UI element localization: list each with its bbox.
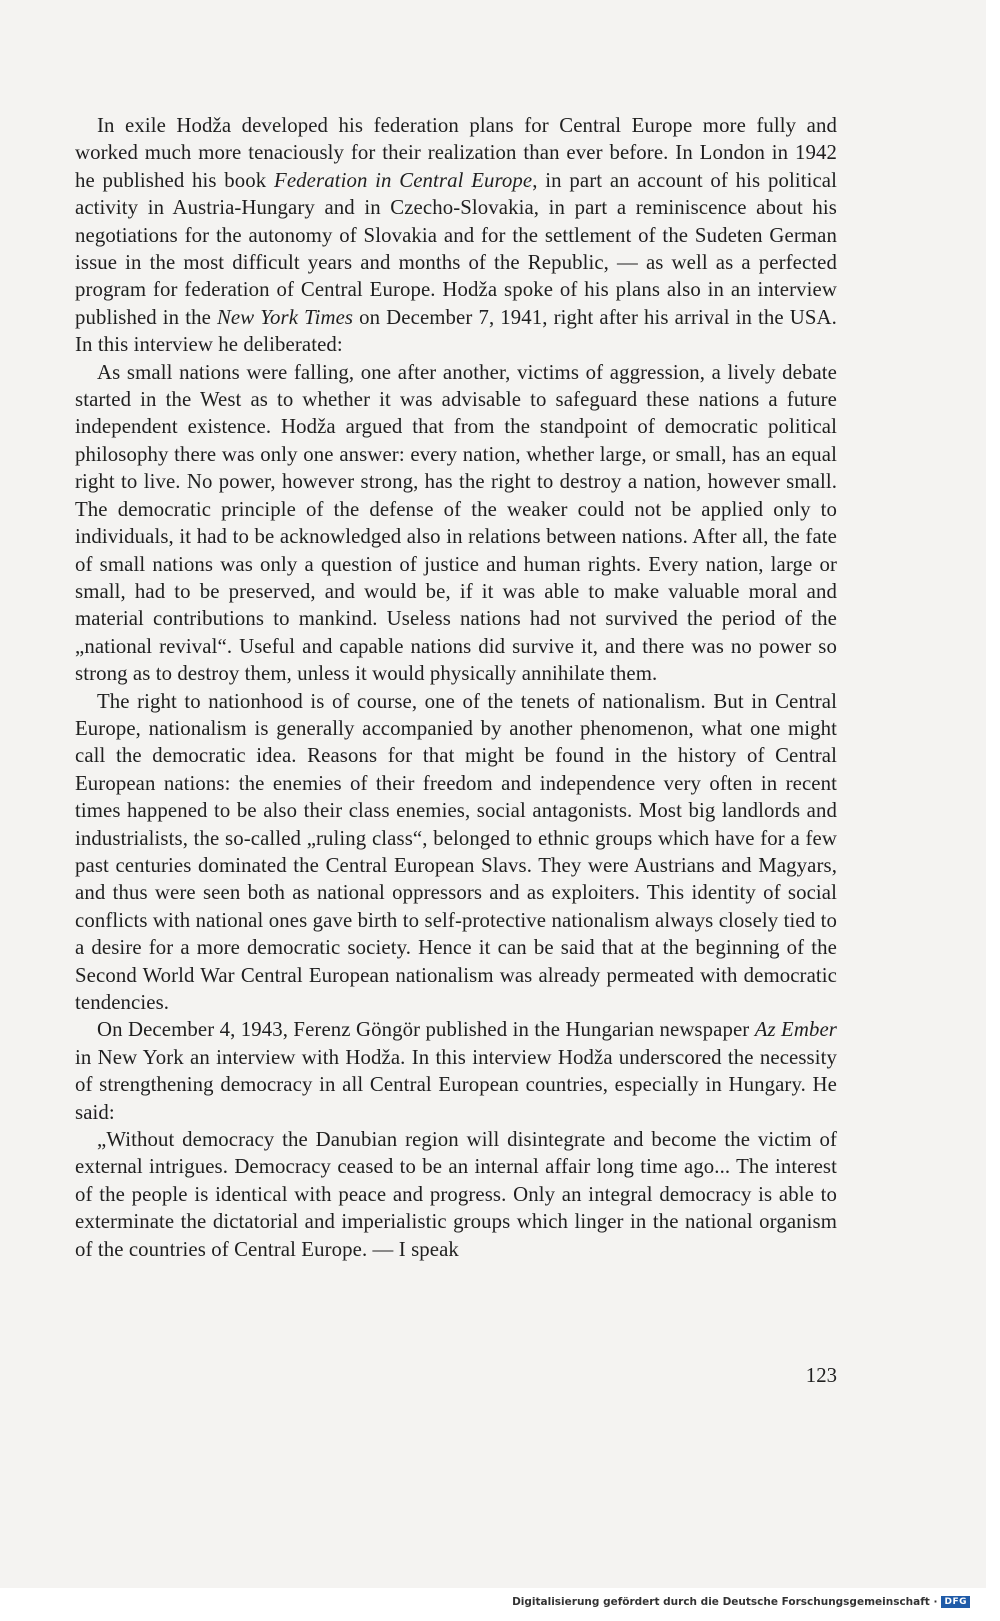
text-run: On December 4, 1943, Ferenz Göngör published in the Hungarian newspaper <box>97 1018 755 1042</box>
paragraph <box>75 1016 837 1126</box>
text-run: „Without democracy the Danubian region will disintegrate and become the victim of external intrigues. Democracy ceased to be an internal affair long time ago... The interest of the people is identical with peace and progress. Only an integral democracy is able to exterminate the dictatorial and imperialistic groups which linger in the national organism of the countries of Central Europe. — I speak <box>75 1128 837 1261</box>
body-text <box>75 112 837 1263</box>
text-run: The right to nationhood is of course, one of the tenets of nationalism. But in Central Europe, nationalism is generally accompanied by another phenomenon, what one might call the democratic idea. Reasons for that might be found in the history of Central European nations: the enemies of their freedom and independence very often in recent times happened to be also their class enemies, social antagonists. Most big landlords and industrialists, the so-called „ruling class“, belonged to ethnic groups which have for a few past centuries dominated the Central European Slavs. They were Austrians and Magyars, and thus were seen both as national oppressors and as exploiters. This identity of social conflicts with national ones gave birth to self-protective nationalism always closely tied to a desire for a more democratic society. Hence it can be said that at the beginning of the Second World War Central European nationalism was already permeated with democratic tendencies. <box>75 689 837 1014</box>
text-run: As small nations were falling, one after another, victims of aggression, a lively debate started in the West as to whether it was advisable to safeguard these nations a future independent existence. Hodža argued that from the standpoint of democratic political philosophy there was only one answer: every nation, whether large, or small, has an equal right to live. No power, however strong, has the right to destroy a nation, however small. The democratic principle of the defense of the weaker could not be applied only to individuals, it had to be acknowledged also in relations between nations. After all, the fate of small nations was only a question of justice and human rights. Every nation, large or small, had to be preserved, and would be, if it was able to make valuable moral and material contributions to mankind. Useless nations had not survived the period of the „national revival“. Useful and capable nations did survive it, and there was no power so strong as to destroy them, unless it would physically annihilate them. <box>75 360 837 686</box>
footer-text: Digitalisierung gefördert durch die Deutsche Forschungsgemeinschaft · <box>512 1596 938 1608</box>
paragraph <box>75 112 837 359</box>
text-run: on December 7, 1941, right after his arrival in the USA. In this interview he deliberated: <box>75 305 837 357</box>
paragraph <box>75 359 837 688</box>
italic-title: Az Ember <box>754 1018 837 1042</box>
paragraph <box>75 688 837 1017</box>
dfg-logo: DFG <box>941 1596 970 1608</box>
paragraph <box>75 1126 837 1263</box>
text-run: , in part an account of his political activity in Austria-Hungary and in Czecho-Slovakia, in part a reminiscence about his negotiations for the autonomy of Slovakia and for the settlement of the Sudeten German issue in the most difficult years and months of the Republic, — as well as a perfected program for federation of Central Europe. Hodža spoke of his plans also in an interview published in the <box>75 168 838 329</box>
italic-title: Federation in Central Europe <box>274 168 533 192</box>
text-run: in New York an interview with Hodža. In this interview Hodža underscored the necessity of strengthening democracy in all Central European countries, especially in Hungary. He said: <box>75 1045 837 1124</box>
footer-credit <box>512 1596 970 1608</box>
text-run: In exile Hodža developed his federation plans for Central Europe more fully and worked much more tenaciously for their realization than ever before. In London in 1942 he published his book <box>75 114 837 192</box>
page-number: 123 <box>805 1364 837 1387</box>
italic-title: New York Times <box>216 305 354 329</box>
